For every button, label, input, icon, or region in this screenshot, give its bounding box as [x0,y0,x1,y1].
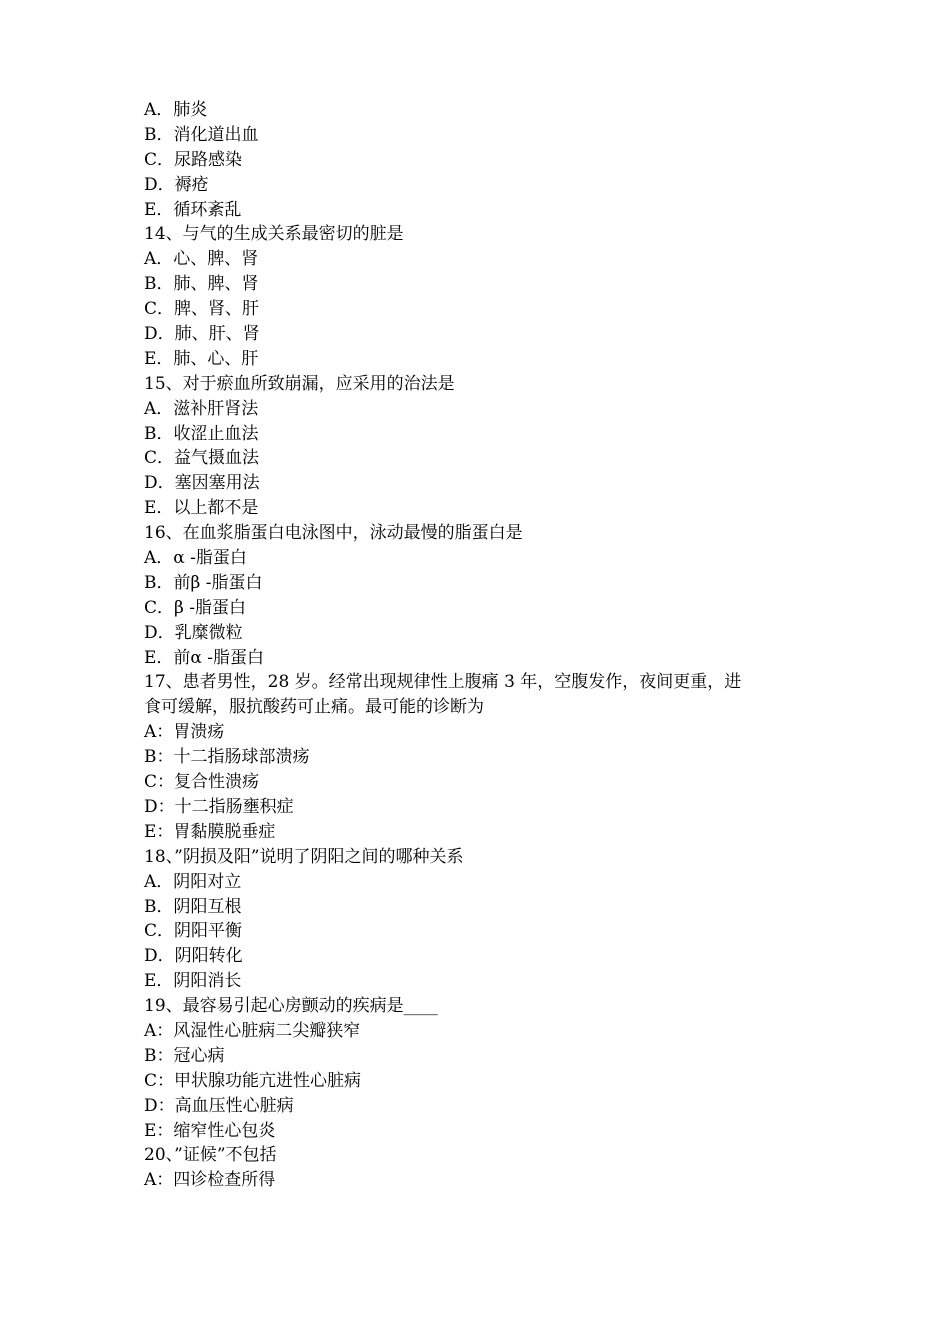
option-line: E：胃黏膜脱垂症 [144,821,276,842]
option-line: D：高血压性心脏病 [144,1095,294,1116]
option-line: C：复合性溃疡 [144,772,260,793]
option-line: D．褥疮 [144,174,209,195]
option-line: C．脾、肾、肝 [144,299,260,320]
option-line: E．前α -脂蛋白 [144,647,265,668]
option-line: E．肺、心、肝 [144,348,259,369]
option-line: B．收涩止血法 [144,423,259,444]
option-line: A：四诊检查所得 [144,1170,276,1191]
option-line: D．肺、肝、肾 [144,324,260,345]
option-line: A．心、脾、肾 [144,249,259,270]
option-line: C．尿路感染 [144,149,243,170]
option-line: D：十二指肠壅积症 [144,796,294,817]
question-17-line-2: 食可缓解，服抗酸药可止痛。最可能的诊断为 [144,697,484,718]
option-line: D．阴阳转化 [144,946,243,967]
option-line: A．α -脂蛋白 [144,548,247,569]
option-line: E：缩窄性心包炎 [144,1120,276,1141]
question-20: 20、”证候”不包括 [144,1145,277,1166]
question-14: 14、与气的生成关系最密切的脏是 [144,224,404,245]
option-line: C．益气摄血法 [144,448,260,469]
question-16: 16、在血浆脂蛋白电泳图中，泳动最慢的脂蛋白是 [144,523,523,544]
question-text-block [144,98,814,1193]
option-line: E．循环紊乱 [144,199,242,220]
option-line: C．阴阳平衡 [144,921,243,942]
option-line: A：胃溃疡 [144,722,225,743]
option-line: B．前β -脂蛋白 [144,572,263,593]
option-line: B．阴阳互根 [144,896,242,917]
option-line: C．β -脂蛋白 [144,597,246,618]
question-18: 18、”阴损及阳”说明了阴阳之间的哪种关系 [144,846,464,867]
option-line: B：冠心病 [144,1045,225,1066]
question-19: 19、最容易引起心房颤动的疾病是____ [144,996,438,1017]
option-line: A：风湿性心脏病二尖瓣狭窄 [144,1020,361,1041]
option-line: B．消化道出血 [144,124,259,145]
option-line: D．塞因塞用法 [144,473,260,494]
option-line: A．滋补肝肾法 [144,398,259,419]
option-line: C：甲状腺功能亢进性心脏病 [144,1070,362,1091]
option-line: A．阴阳对立 [144,871,242,892]
option-line: E．以上都不是 [144,498,259,519]
option-line: B：十二指肠球部溃疡 [144,747,310,768]
question-15: 15、对于瘀血所致崩漏，应采用的治法是 [144,373,455,394]
option-line: D．乳糜微粒 [144,622,243,643]
option-line: B．肺、脾、肾 [144,274,259,295]
option-line: A．肺炎 [144,100,208,120]
question-17-line-1: 17、患者男性，28 岁。经常出现规律性上腹痛 3 年，空腹发作，夜间更重，进 [144,672,742,693]
option-line: E．阴阳消长 [144,971,242,992]
